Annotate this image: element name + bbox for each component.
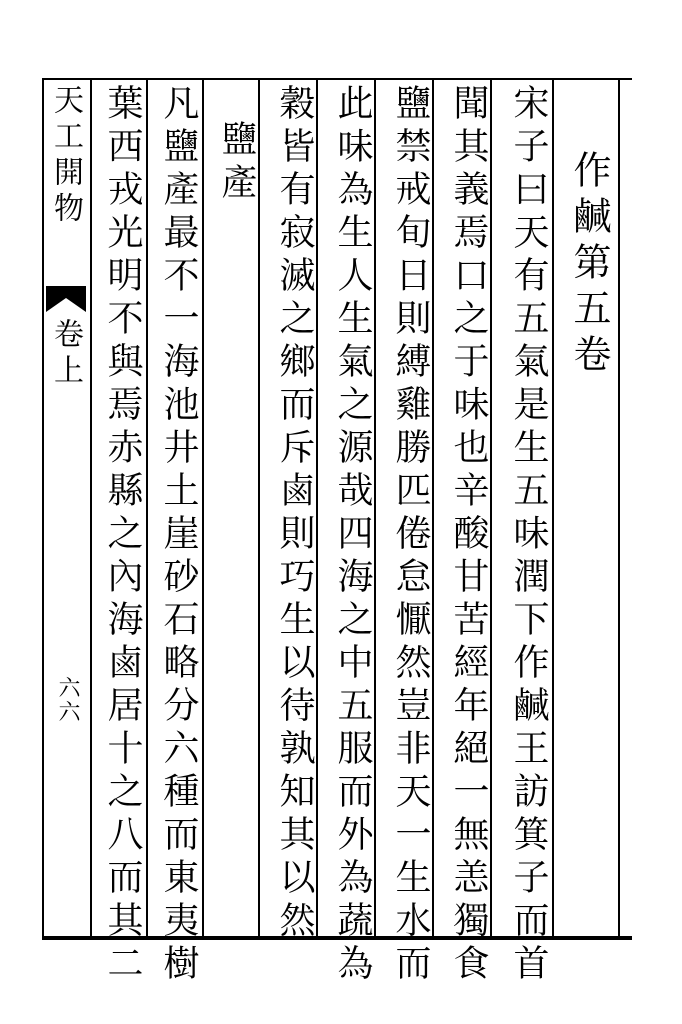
- page-number: 六六: [55, 676, 80, 724]
- column-rule: [432, 80, 434, 940]
- column-rule: [316, 80, 318, 940]
- chapter-title: 作鹹第五卷: [567, 150, 611, 380]
- column-rule: [202, 80, 204, 940]
- fishtail-ornament-icon: [46, 286, 86, 312]
- text-column: 凡鹽產最不一海池井土崖砂石略分六種而東夷樹: [158, 84, 199, 987]
- column-rule: [146, 80, 148, 940]
- text-column: 鹽禁戒旬日則縛雞勝匹倦怠懨然豈非天一生水而: [390, 84, 431, 987]
- book-title: 天工開物: [48, 84, 83, 228]
- text-column: 此味為生人生氣之源哉四海之中五服而外為蔬為: [332, 84, 373, 987]
- column-rule: [490, 80, 492, 940]
- column-rule: [90, 80, 92, 940]
- column-rule: [618, 80, 620, 940]
- column-rule: [374, 80, 376, 940]
- column-rule: [552, 80, 554, 940]
- text-column: 聞其義焉口之于味也辛酸甘苦經年絕一無恙獨食: [448, 84, 489, 987]
- text-column: 穀皆有寂滅之鄉而斥鹵則巧生以待孰知其以然: [274, 84, 315, 944]
- volume-label: 卷上: [48, 318, 83, 390]
- section-heading: 鹽產: [216, 120, 257, 206]
- column-rule: [258, 80, 260, 940]
- text-column: 宋子曰天有五氣是生五味潤下作鹹王訪箕子而首: [508, 84, 549, 987]
- text-column: 葉西戎光明不與焉赤縣之內海鹵居十之八而其二: [102, 84, 143, 987]
